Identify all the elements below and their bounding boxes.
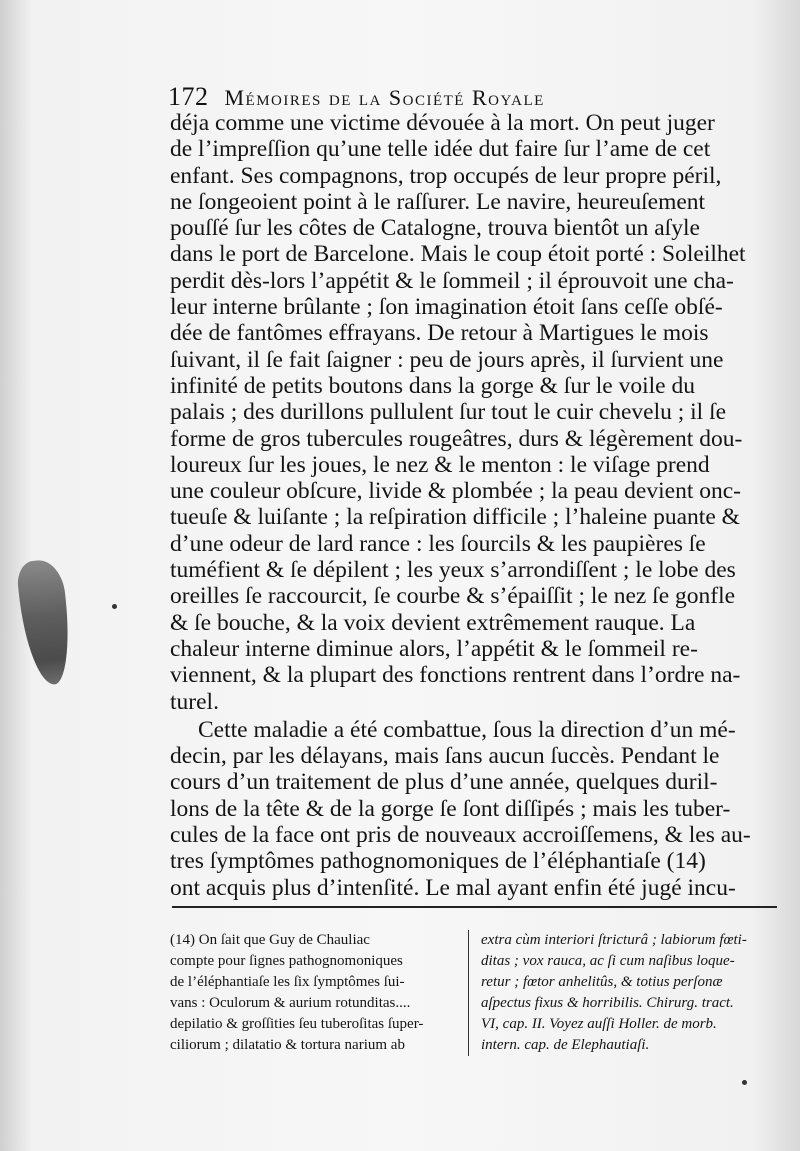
ink-stain xyxy=(16,558,75,687)
footnote-line: VI, cap. II. Voyez auſſi Holler. de morb. xyxy=(481,1016,717,1032)
text-line: turel. xyxy=(170,688,219,715)
text-line: forme de gros tubercules rougeâtres, durs & légèrement dou- xyxy=(170,425,743,452)
text-line: chaleur interne diminue alors, l’appétit & le ſommeil re- xyxy=(170,635,698,662)
text-line: lons de la tête & de la gorge ſe ſont diſſipés ; mais les tuber- xyxy=(170,795,731,822)
text-line: cules de la face ont pris de nouveaux accroiſſemens, & les au- xyxy=(170,822,751,849)
footnote-line: (14) On ſait que Guy de Chauliac xyxy=(170,932,370,948)
text-line: Cette maladie a été combattue, ſous la direction d’un mé- xyxy=(198,716,736,743)
footnote-right-column xyxy=(469,930,771,1056)
text-line: ont acquis plus d’intenſité. Le mal ayant enfin été jugé incu- xyxy=(170,874,736,901)
text-line: oreilles ſe raccourcit, ſe courbe & s’épaiſſit ; le nez ſe gonfle xyxy=(170,583,736,610)
footnote-line: intern. cap. de Elephautiaſi. xyxy=(481,1037,650,1053)
footnote-line: vans : Oculorum & aurium rotunditas.... xyxy=(170,995,411,1011)
main-text xyxy=(170,110,780,901)
text-line: enfant. Ses compagnons, trop occupés de leur propre péril, xyxy=(170,162,722,189)
text-line: perdit dès-lors l’appétit & le ſommeil ; il éprouvoit une cha- xyxy=(170,267,734,294)
running-title: Mémoires de la Société Royale xyxy=(224,85,545,110)
text-line: decin, par les délayans, mais ſans aucun ſuccès. Pendant le xyxy=(170,743,720,770)
running-header xyxy=(168,82,698,112)
footnote-line: compte pour ſignes pathognomoniques xyxy=(170,953,403,969)
text-line: cours d’un traitement de plus d’une année, quelques duril- xyxy=(170,769,718,796)
text-line: tuméfient & ſe dépilent ; les yeux s’arrondiſſent ; le lobe des xyxy=(170,557,736,584)
text-line: pouſſé ſur les côtes de Catalogne, trouva bientôt un aſyle xyxy=(170,215,700,242)
text-line: & ſe bouche, & la voix devient extrêmement rauque. La xyxy=(170,609,696,636)
paragraph-2 xyxy=(170,717,780,901)
text-line: une couleur obſcure, livide & plombée ; la peau devient onc- xyxy=(170,478,741,505)
paragraph-1 xyxy=(170,110,780,715)
footnote-line: extra cùm interiori ſtricturâ ; labiorum fœti- xyxy=(481,932,747,948)
speck xyxy=(112,604,117,609)
text-line: infinité de petits boutons dans la gorge & ſur le voile du xyxy=(170,372,695,399)
text-line: loureux ſur les joues, le nez & le menton : le viſage prend xyxy=(170,451,710,478)
text-line: de l’impreſſion qu’une telle idée dut faire ſur l’ame de cet xyxy=(170,136,711,163)
footnote-line: ciliorum ; dilatatio & tortura narium ab xyxy=(170,1037,405,1053)
footnote-line: depilatio & groſſities ſeu tuberoſitas ſuper- xyxy=(170,1016,424,1032)
footnote-line: de l’éléphantiaſe les ſix ſymptômes ſui- xyxy=(170,974,405,990)
text-line: tueuſe & luiſante ; la reſpiration difficile ; l’haleine puante & xyxy=(170,504,740,531)
text-line: d’une odeur de lard rance : les ſourcils & les paupières ſe xyxy=(170,530,706,557)
text-line: leur interne brûlante ; ſon imagination étoit ſans ceſſe obſé- xyxy=(170,294,723,321)
text-line: dée de fantômes effrayans. De retour à Martigues le mois xyxy=(170,320,709,347)
text-line: dans le port de Barcelone. Mais le coup étoit porté : Soleilhet xyxy=(170,241,746,268)
text-line: palais ; des durillons pullulent ſur tout le cuir chevelu ; il ſe xyxy=(170,399,727,426)
footnote-left-column xyxy=(170,930,469,1056)
speck xyxy=(742,1080,747,1085)
text-line: tres ſymptômes pathognomoniques de l’éléphantiaſe (14) xyxy=(170,848,706,875)
footnote-line: aſpectus fixus & horribilis. Chirurg. tract. xyxy=(481,995,734,1011)
page-number: 172 xyxy=(168,82,209,111)
footnote-line: retur ; fœtor anhelitûs, & totius perſonæ xyxy=(481,974,723,990)
text-line: déja comme une victime dévouée à la mort. On peut juger xyxy=(170,110,715,136)
footnote-line: ditas ; vox rauca, ac ſi cum naſibus loque- xyxy=(481,953,735,969)
text-line: viennent, & la plupart des fonctions rentrent dans l’ordre na- xyxy=(170,662,741,689)
text-line: ne ſongeoient point à le raſſurer. Le navire, heureuſement xyxy=(170,188,706,215)
footnote-rule xyxy=(172,906,777,908)
text-line: ſuivant, il ſe fait ſaigner : peu de jours après, il ſurvient une xyxy=(170,346,724,373)
footnote-block xyxy=(170,930,780,1056)
